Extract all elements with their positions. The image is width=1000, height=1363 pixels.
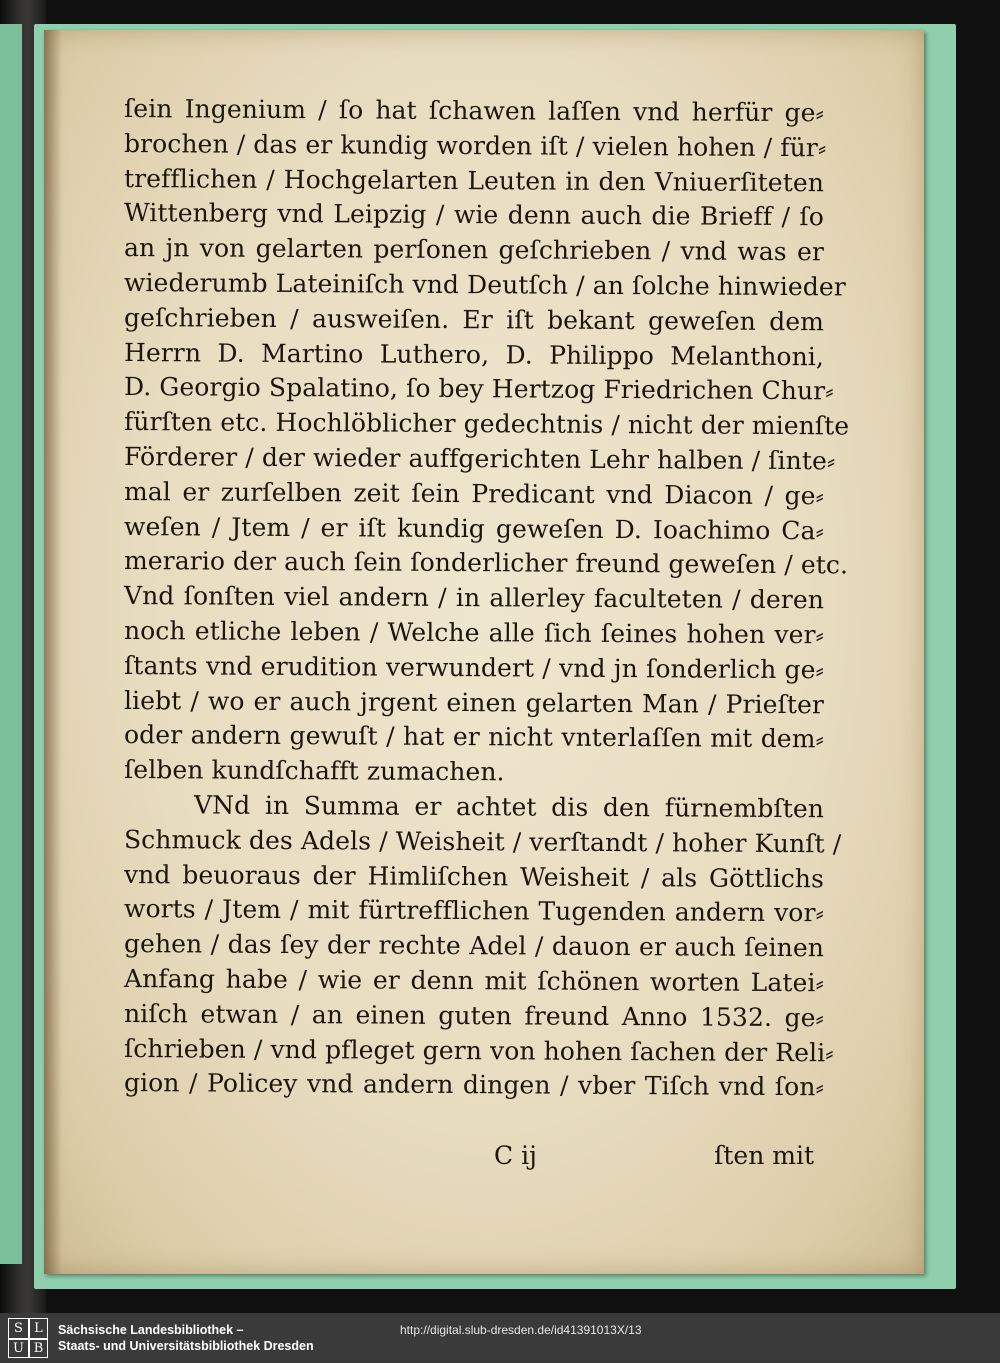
- book-page: [44, 30, 924, 1274]
- text-line: geſchrieben / ausweiſen. Er iſt bekant geweſen dem: [123, 302, 825, 337]
- logo-letter-u: U: [13, 1341, 24, 1356]
- text-line: fürſten etc. Hochlöblicher gedechtnis / nicht der mienſte: [123, 407, 850, 441]
- logo-letter-s: S: [14, 1321, 23, 1336]
- text-line: trefflichen / Hochgelarten Leuten in den Vniuerſiteten: [123, 163, 825, 197]
- text-line: ſchrieben / vnd pfleget gern von hohen ſachen der Reli⸗: [123, 1033, 834, 1067]
- text-line: liebt / wo er auch jrgent einen gelarten Man / Prieſter: [123, 685, 825, 719]
- text-line: Förderer / der wieder auffgerichten Lehr halben / ſinte⸗: [123, 441, 836, 476]
- text-line: oder andern gewuſt / hat er nicht vnterlaſſen mit dem⸗: [123, 720, 825, 754]
- text-line: ſtants vnd erudition verwundert / vnd jn ſonderlich ge⸗: [123, 650, 825, 685]
- permalink-url[interactable]: http://digital.slub-dresden.de/id41391013X/13: [400, 1323, 642, 1337]
- text-line: an jn von gelarten perſonen geſchrieben / vnd was er: [123, 233, 825, 267]
- text-line: gion / Policey vnd andern dingen / vber Tiſch vnd ſon⸗: [123, 1068, 825, 1102]
- text-line: worts / Jtem / mit fürtrefflichen Tugenden andern vor⸗: [123, 894, 825, 928]
- text-line: vnd beuoraus der Himliſchen Weisheit / als Göttlichs: [123, 859, 825, 893]
- text-line: ſein Ingenium / ſo hat ſchawen laſſen vnd herfür ge⸗: [123, 94, 825, 128]
- text-line: Vnd ſonſten viel andern / in allerley faculteten / deren: [123, 581, 825, 615]
- text-line: Wittenberg vnd Leipzig / wie denn auch die Brieff / ſo: [123, 198, 825, 232]
- text-line: weſen / Jtem / er iſt kundig geweſen D. Ioachimo Ca⸗: [123, 511, 825, 545]
- text-line: niſch etwan / an einen guten freund Anno 1532. ge⸗: [123, 998, 825, 1032]
- text-line: ſelben kundſchafft zumachen.: [123, 755, 505, 787]
- signature-mark: C ij: [494, 1141, 537, 1170]
- text-line: noch etliche leben / Welche alle ſich ſeines hohen ver⸗: [123, 615, 825, 650]
- text-line: mal er zurſelben zeit ſein Predicant vnd Diacon / ge⸗: [123, 476, 825, 511]
- catchword: ſten mit: [714, 1141, 814, 1170]
- text-line: Herrn D. Martino Luthero, D. Philippo Melanthoni,: [123, 337, 825, 371]
- page-footer-line: [124, 1138, 824, 1174]
- text-line: D. Georgio Spalatino, ſo bey Hertzog Friedrichen Chur⸗: [123, 372, 834, 406]
- slub-logo: [8, 1318, 48, 1358]
- text-line: Anfang habe / wie er denn mit ſchönen worten Latei⸗: [123, 963, 825, 998]
- text-line: merario der auch ſein ſonderlicher freund geweſen / etc.: [123, 546, 849, 580]
- logo-letter-l: L: [34, 1321, 43, 1336]
- text-line: brochen / das er kundig worden iſt / vielen hohen / für⸗: [123, 128, 827, 163]
- text-line: VNd in Summa er achtet dis den fürnembſten: [193, 790, 825, 824]
- green-board-left-strip: [0, 24, 22, 1264]
- library-footer-bar: [0, 1313, 1000, 1363]
- text-line: Schmuck des Adels / Weisheit / verſtandt / hoher Kunſt /: [123, 824, 842, 859]
- page-text-block: [123, 92, 850, 1102]
- text-line: wiederumb Lateiniſch vnd Deutſch / an ſolche hinwieder: [123, 267, 846, 302]
- text-line: gehen / das ſey der rechte Adel / dauon er auch ſeinen: [123, 929, 825, 963]
- library-name-line-1: Sächsische Landesbibliothek –: [58, 1323, 244, 1337]
- library-name-line-2: Staats- und Universitätsbibliothek Dresden: [58, 1339, 314, 1353]
- logo-letter-b: B: [33, 1341, 44, 1356]
- library-name: [58, 1322, 314, 1354]
